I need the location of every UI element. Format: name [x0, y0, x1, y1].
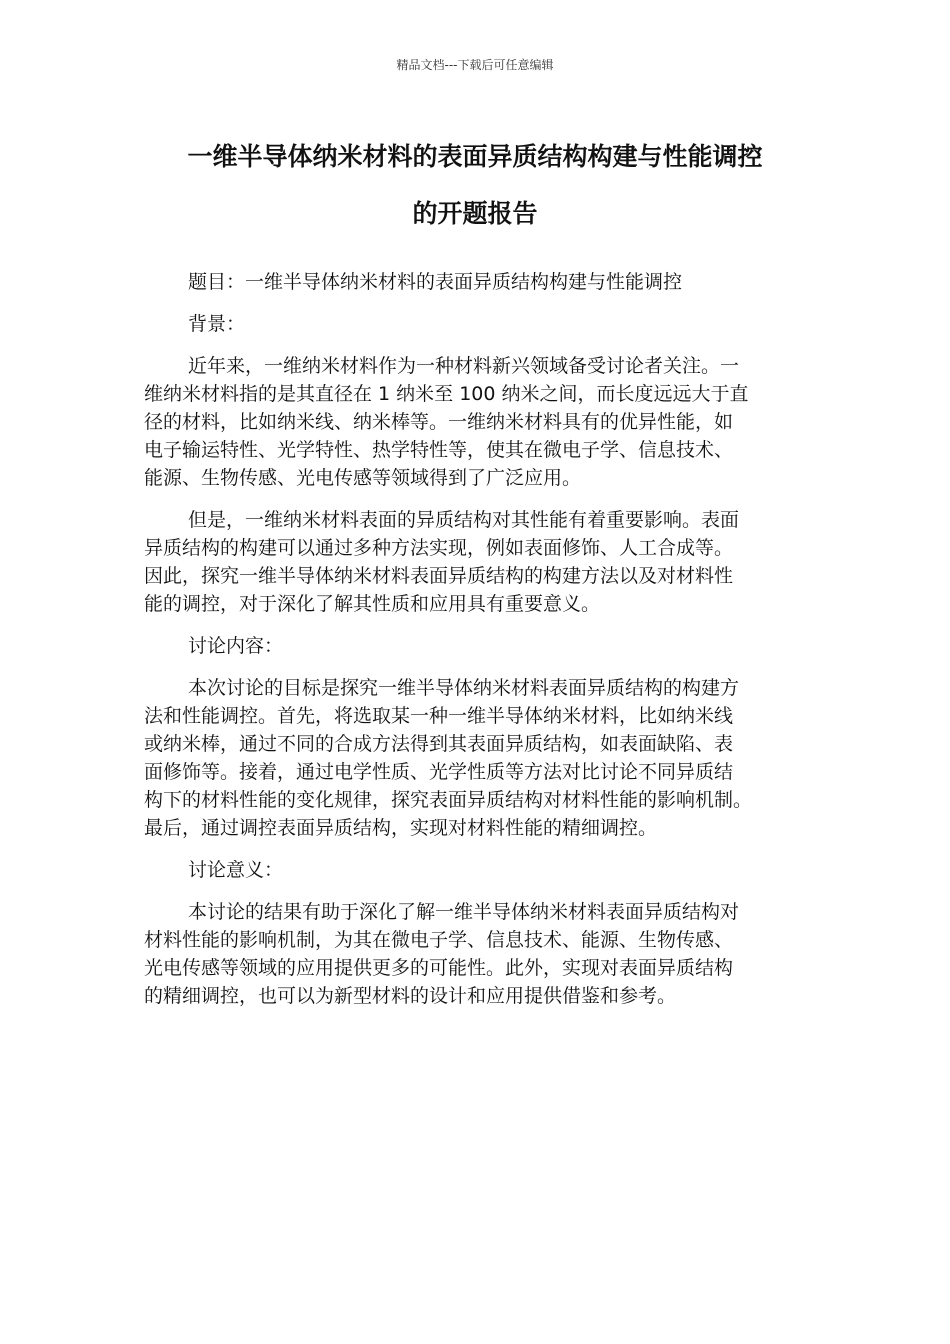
text-line: 能源、生物传感、光电传感等领域得到了广泛应用。 [144, 467, 582, 489]
text-line: 但是，一维纳米材料表面的异质结构对其性能有着重要影响。表面 [188, 509, 740, 531]
text-line: 光电传感等领域的应用提供更多的可能性。此外，实现对表面异质结构 [144, 957, 734, 979]
text-line: 电子输运特性、光学特性、热学特性等，使其在微电子学、信息技术、 [144, 439, 734, 461]
document-title-line-2: 的开题报告 [412, 199, 538, 228]
text-line: 法和性能调控。首先，将选取某一种一维半导体纳米材料，比如纳米线 [144, 705, 734, 727]
text-line: 材料性能的影响机制，为其在微电子学、信息技术、能源、生物传感、 [144, 929, 734, 951]
text-line: 或纳米棒，通过不同的合成方法得到其表面异质结构，如表面缺陷、表 [144, 733, 734, 755]
text-line: 的精细调控，也可以为新型材料的设计和应用提供借鉴和参考。 [144, 985, 677, 1007]
text-line: 因此，探究一维半导体纳米材料表面异质结构的构建方法以及对材料性 [144, 565, 734, 587]
document-title [120, 128, 830, 242]
document-title-line-1: 一维半导体纳米材料的表面异质结构构建与性能调控 [187, 142, 763, 171]
text-line: 本讨论的结果有助于深化了解一维半导体纳米材料表面异质结构对 [188, 901, 740, 923]
significance-paragraph [144, 898, 804, 1010]
text-line: 维纳米材料指的是其直径在 1 纳米至 100 纳米之间，而长度远远大于直 [144, 383, 749, 405]
discussion-label: 讨论内容： [188, 635, 284, 657]
text-line: 面修饰等。接着，通过电学性质、光学性质等方法对比讨论不同异质结 [144, 761, 734, 783]
text-line: 最后，通过调控表面异质结构，实现对材料性能的精细调控。 [144, 817, 658, 839]
discussion-paragraph [144, 674, 804, 842]
page-header-note: 精品文档---下载后可任意编辑 [396, 58, 554, 72]
text-line: 径的材料，比如纳米线、纳米棒等。一维纳米材料具有的优异性能，如 [144, 411, 734, 433]
document-body [144, 268, 804, 1024]
text-line: 能的调控，对于深化了解其性质和应用具有重要意义。 [144, 593, 601, 615]
background-paragraph-2 [144, 506, 804, 618]
background-paragraph-1 [144, 352, 804, 492]
topic-line: 题目：一维半导体纳米材料的表面异质结构构建与性能调控 [188, 271, 683, 293]
text-line: 构下的材料性能的变化规律，探究表面异质结构对材料性能的影响机制。 [144, 789, 753, 811]
text-line: 近年来，一维纳米材料作为一种材料新兴领域备受讨论者关注。一 [188, 355, 740, 377]
text-line: 异质结构的构建可以通过多种方法实现，例如表面修饰、人工合成等。 [144, 537, 734, 559]
significance-label: 讨论意义： [188, 859, 284, 881]
text-line: 本次讨论的目标是探究一维半导体纳米材料表面异质结构的构建方 [188, 677, 740, 699]
background-label: 背景： [188, 313, 246, 335]
